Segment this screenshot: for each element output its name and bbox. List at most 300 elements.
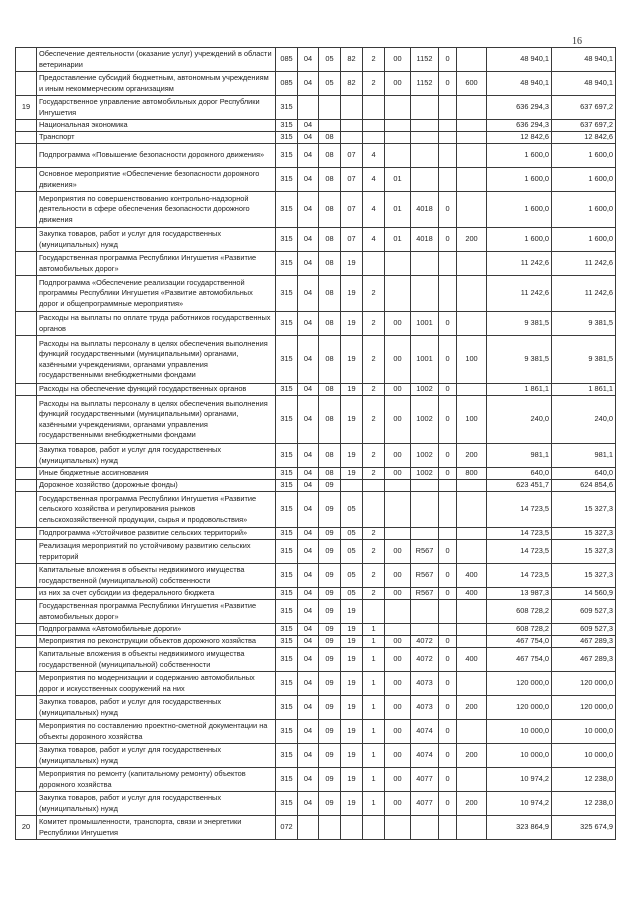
cell-code: 2	[363, 588, 385, 600]
table-row	[16, 480, 616, 492]
cell-code: 315	[276, 252, 298, 276]
cell-code: 315	[276, 540, 298, 564]
cell-code: 19	[341, 336, 363, 384]
cell-name: Основное мероприятие «Обеспечение безопасности дорожного движения»	[37, 168, 276, 192]
cell-code	[439, 144, 457, 168]
cell-sum-2: 467 289,3	[552, 648, 616, 672]
cell-code: 08	[319, 252, 341, 276]
cell-code: 0	[439, 72, 457, 96]
cell-code	[363, 96, 385, 120]
cell-code: 08	[319, 396, 341, 444]
cell-code: 2	[363, 48, 385, 72]
cell-code: 04	[298, 564, 319, 588]
page-number: 16	[572, 36, 582, 47]
cell-code	[385, 816, 411, 840]
table-row	[16, 396, 616, 444]
cell-code: 00	[385, 768, 411, 792]
cell-sum-1: 48 940,1	[487, 72, 552, 96]
cell-code	[457, 252, 487, 276]
cell-code: 00	[385, 792, 411, 816]
cell-code: 200	[457, 744, 487, 768]
cell-code: 04	[298, 624, 319, 636]
cell-code: 04	[298, 312, 319, 336]
cell-code: 00	[385, 312, 411, 336]
cell-code: 0	[439, 720, 457, 744]
cell-code: 05	[341, 564, 363, 588]
cell-sum-2: 1 600,0	[552, 192, 616, 228]
cell-name: Мероприятия по составлению проектно-сметной документации на объекты дорожного хозяйства	[37, 720, 276, 744]
table-row	[16, 564, 616, 588]
cell-sum-1: 10 000,0	[487, 720, 552, 744]
cell-sum-2: 12 238,0	[552, 768, 616, 792]
cell-code: 315	[276, 384, 298, 396]
cell-code: 19	[341, 648, 363, 672]
cell-code	[363, 816, 385, 840]
cell-code	[341, 132, 363, 144]
cell-code: 08	[319, 444, 341, 468]
cell-code: 19	[341, 252, 363, 276]
cell-row-number	[16, 492, 37, 528]
cell-code	[411, 480, 439, 492]
cell-code	[363, 120, 385, 132]
table-row	[16, 276, 616, 312]
cell-code: 1002	[411, 468, 439, 480]
cell-code: 315	[276, 468, 298, 480]
cell-sum-2: 10 000,0	[552, 720, 616, 744]
cell-name: Капитальные вложения в объекты недвижимого имущества государственной (муниципальной) собственности	[37, 648, 276, 672]
cell-code: 0	[439, 396, 457, 444]
cell-code	[363, 252, 385, 276]
cell-code	[457, 768, 487, 792]
cell-code	[439, 252, 457, 276]
cell-code: 04	[298, 492, 319, 528]
cell-sum-1: 640,0	[487, 468, 552, 480]
cell-code: 1152	[411, 48, 439, 72]
cell-row-number	[16, 588, 37, 600]
cell-code: 05	[319, 72, 341, 96]
table-row	[16, 444, 616, 468]
cell-code: 04	[298, 336, 319, 384]
cell-code: 04	[298, 396, 319, 444]
cell-name: из них за счет субсидии из федерального бюджета	[37, 588, 276, 600]
cell-sum-1: 12 842,6	[487, 132, 552, 144]
cell-code: 09	[319, 672, 341, 696]
cell-sum-1: 608 728,2	[487, 600, 552, 624]
cell-code: 04	[298, 672, 319, 696]
cell-sum-1: 636 294,3	[487, 96, 552, 120]
cell-sum-1: 120 000,0	[487, 696, 552, 720]
cell-code: 100	[457, 396, 487, 444]
cell-sum-1: 120 000,0	[487, 672, 552, 696]
cell-code	[411, 492, 439, 528]
cell-sum-1: 14 723,5	[487, 528, 552, 540]
cell-row-number	[16, 480, 37, 492]
cell-code: 2	[363, 276, 385, 312]
cell-sum-2: 1 600,0	[552, 168, 616, 192]
table-row	[16, 48, 616, 72]
cell-code: 00	[385, 636, 411, 648]
cell-code: 00	[385, 396, 411, 444]
cell-code: 09	[319, 492, 341, 528]
cell-sum-1: 467 754,0	[487, 648, 552, 672]
cell-name: Дорожное хозяйство (дорожные фонды)	[37, 480, 276, 492]
cell-sum-1: 11 242,6	[487, 252, 552, 276]
cell-code	[439, 120, 457, 132]
cell-code	[457, 192, 487, 228]
cell-code: 1001	[411, 312, 439, 336]
cell-code	[439, 600, 457, 624]
cell-code	[341, 96, 363, 120]
cell-code: 315	[276, 768, 298, 792]
cell-code: 00	[385, 720, 411, 744]
cell-code: 04	[298, 48, 319, 72]
cell-code: 04	[298, 636, 319, 648]
cell-code: 0	[439, 384, 457, 396]
table-row	[16, 672, 616, 696]
cell-code	[457, 480, 487, 492]
cell-code: 05	[319, 48, 341, 72]
cell-code: 0	[439, 540, 457, 564]
table-row	[16, 312, 616, 336]
cell-code: 19	[341, 672, 363, 696]
cell-sum-2: 10 000,0	[552, 744, 616, 768]
cell-sum-1: 1 600,0	[487, 168, 552, 192]
cell-code: 04	[298, 720, 319, 744]
cell-code: 1002	[411, 444, 439, 468]
cell-code: 00	[385, 444, 411, 468]
cell-code	[457, 48, 487, 72]
cell-row-number	[16, 336, 37, 384]
cell-code	[457, 540, 487, 564]
cell-code: 315	[276, 144, 298, 168]
cell-code: 05	[341, 588, 363, 600]
cell-code: 08	[319, 312, 341, 336]
cell-code: 315	[276, 600, 298, 624]
cell-row-number	[16, 696, 37, 720]
cell-code: 315	[276, 192, 298, 228]
cell-code	[439, 624, 457, 636]
cell-code: 0	[439, 768, 457, 792]
cell-row-number	[16, 144, 37, 168]
table-row	[16, 492, 616, 528]
cell-name: Реализация мероприятий по устойчивому развитию сельских территорий	[37, 540, 276, 564]
table-row	[16, 168, 616, 192]
cell-code: 00	[385, 564, 411, 588]
cell-sum-1: 240,0	[487, 396, 552, 444]
cell-row-number	[16, 720, 37, 744]
cell-row-number	[16, 228, 37, 252]
cell-code: 19	[341, 768, 363, 792]
cell-name: Национальная экономика	[37, 120, 276, 132]
cell-code: 82	[341, 72, 363, 96]
cell-code: 09	[319, 600, 341, 624]
table-row	[16, 384, 616, 396]
table-row	[16, 624, 616, 636]
cell-code: 04	[298, 444, 319, 468]
cell-name: Обеспечение деятельности (оказание услуг) учреждений в области ветеринарии	[37, 48, 276, 72]
cell-name: Предоставление субсидий бюджетным, автономным учреждениям и иным некоммерческим организациям	[37, 72, 276, 96]
cell-code: 19	[341, 720, 363, 744]
cell-row-number	[16, 528, 37, 540]
cell-code: 1	[363, 720, 385, 744]
cell-code: 4073	[411, 696, 439, 720]
cell-code: 04	[298, 228, 319, 252]
cell-code: 600	[457, 72, 487, 96]
cell-code: 05	[341, 540, 363, 564]
table-row	[16, 720, 616, 744]
cell-code	[439, 492, 457, 528]
cell-sum-2: 12 842,6	[552, 132, 616, 144]
cell-row-number	[16, 120, 37, 132]
cell-code: 315	[276, 624, 298, 636]
cell-code: 2	[363, 72, 385, 96]
cell-code: 04	[298, 252, 319, 276]
cell-name: Расходы на обеспечение функций государственных органов	[37, 384, 276, 396]
cell-code	[319, 96, 341, 120]
cell-sum-2: 640,0	[552, 468, 616, 480]
cell-code: 400	[457, 588, 487, 600]
cell-code: 315	[276, 336, 298, 384]
cell-code: 315	[276, 696, 298, 720]
cell-sum-2: 609 527,3	[552, 624, 616, 636]
cell-code: 0	[439, 744, 457, 768]
cell-code	[457, 528, 487, 540]
cell-code: 315	[276, 168, 298, 192]
cell-code: 315	[276, 744, 298, 768]
cell-name: Закупка товаров, работ и услуг для государственных (муниципальных) нужд	[37, 228, 276, 252]
cell-code: 19	[341, 276, 363, 312]
cell-code	[457, 168, 487, 192]
cell-code: 0	[439, 228, 457, 252]
table-row	[16, 336, 616, 384]
cell-code: 01	[385, 192, 411, 228]
cell-code: 08	[319, 192, 341, 228]
cell-sum-2: 11 242,6	[552, 252, 616, 276]
cell-sum-2: 14 560,9	[552, 588, 616, 600]
cell-sum-2: 1 861,1	[552, 384, 616, 396]
table-row	[16, 72, 616, 96]
cell-code: 00	[385, 72, 411, 96]
cell-code	[363, 480, 385, 492]
cell-sum-1: 1 600,0	[487, 144, 552, 168]
cell-code: 07	[341, 168, 363, 192]
cell-sum-2: 120 000,0	[552, 672, 616, 696]
cell-sum-1: 623 451,7	[487, 480, 552, 492]
cell-code	[411, 168, 439, 192]
cell-code: 00	[385, 48, 411, 72]
cell-code: 315	[276, 396, 298, 444]
cell-row-number	[16, 444, 37, 468]
cell-code: 08	[319, 336, 341, 384]
cell-code: R567	[411, 564, 439, 588]
cell-code	[457, 600, 487, 624]
table-row	[16, 792, 616, 816]
cell-code	[411, 624, 439, 636]
cell-code	[385, 252, 411, 276]
cell-code: 0	[439, 468, 457, 480]
cell-row-number	[16, 252, 37, 276]
cell-sum-2: 15 327,3	[552, 564, 616, 588]
cell-code: 04	[298, 384, 319, 396]
cell-code: 315	[276, 96, 298, 120]
cell-code: 19	[341, 792, 363, 816]
cell-sum-2: 120 000,0	[552, 696, 616, 720]
cell-code: 1	[363, 672, 385, 696]
cell-sum-2: 48 940,1	[552, 48, 616, 72]
cell-name: Капитальные вложения в объекты недвижимого имущества государственной (муниципальной) собственности	[37, 564, 276, 588]
cell-code: 07	[341, 228, 363, 252]
cell-code: 09	[319, 636, 341, 648]
cell-code: 315	[276, 792, 298, 816]
cell-code	[319, 816, 341, 840]
cell-code: 09	[319, 564, 341, 588]
cell-row-number	[16, 384, 37, 396]
cell-code: 19	[341, 384, 363, 396]
cell-code: 4073	[411, 672, 439, 696]
cell-sum-1: 11 242,6	[487, 276, 552, 312]
table-row	[16, 540, 616, 564]
table-row	[16, 528, 616, 540]
cell-code: 4074	[411, 744, 439, 768]
cell-code: 00	[385, 744, 411, 768]
cell-code: 04	[298, 768, 319, 792]
cell-code: 19	[341, 600, 363, 624]
cell-name: Транспорт	[37, 132, 276, 144]
cell-code: 1152	[411, 72, 439, 96]
cell-code	[457, 636, 487, 648]
cell-name: Расходы на выплаты персоналу в целях обеспечения выполнения функций государственными (муниципальными) органами, казёнными учреждениями, органами управления государственными внебюджетными фондами	[37, 336, 276, 384]
cell-code: 04	[298, 696, 319, 720]
cell-sum-2: 48 940,1	[552, 72, 616, 96]
cell-name: Подпрограмма «Автомобильные дороги»	[37, 624, 276, 636]
table-row	[16, 636, 616, 648]
cell-name: Закупка товаров, работ и услуг для государственных (муниципальных) нужд	[37, 792, 276, 816]
cell-code: 315	[276, 132, 298, 144]
cell-code: 315	[276, 444, 298, 468]
cell-row-number: 19	[16, 96, 37, 120]
table-row	[16, 696, 616, 720]
cell-code: 09	[319, 588, 341, 600]
cell-code	[411, 132, 439, 144]
cell-code: 1002	[411, 396, 439, 444]
cell-code: 315	[276, 276, 298, 312]
cell-code: 0	[439, 444, 457, 468]
cell-code	[411, 252, 439, 276]
cell-code: 09	[319, 648, 341, 672]
cell-code: 4077	[411, 768, 439, 792]
cell-row-number	[16, 636, 37, 648]
cell-code: 2	[363, 540, 385, 564]
cell-code: 0	[439, 636, 457, 648]
cell-sum-1: 13 987,3	[487, 588, 552, 600]
table-row	[16, 648, 616, 672]
budget-table	[15, 47, 616, 840]
cell-code	[385, 120, 411, 132]
cell-code: 00	[385, 468, 411, 480]
cell-code: 05	[341, 492, 363, 528]
cell-sum-2: 240,0	[552, 396, 616, 444]
cell-sum-2: 609 527,3	[552, 600, 616, 624]
cell-code	[411, 600, 439, 624]
cell-code: 315	[276, 720, 298, 744]
cell-code: 2	[363, 396, 385, 444]
cell-row-number	[16, 648, 37, 672]
cell-code: 800	[457, 468, 487, 480]
cell-code: 315	[276, 312, 298, 336]
cell-code: 2	[363, 312, 385, 336]
cell-code: 09	[319, 720, 341, 744]
cell-code: 19	[341, 696, 363, 720]
cell-code	[457, 816, 487, 840]
cell-sum-2: 9 381,5	[552, 312, 616, 336]
cell-code: 315	[276, 588, 298, 600]
cell-name: Иные бюджетные ассигнования	[37, 468, 276, 480]
cell-sum-1: 981,1	[487, 444, 552, 468]
cell-code: 04	[298, 168, 319, 192]
cell-name: Подпрограмма «Повышение безопасности дорожного движения»	[37, 144, 276, 168]
cell-sum-1: 1 861,1	[487, 384, 552, 396]
cell-code	[439, 480, 457, 492]
cell-code	[385, 600, 411, 624]
cell-code	[385, 480, 411, 492]
cell-code: 04	[298, 744, 319, 768]
cell-code: 1	[363, 744, 385, 768]
cell-code: 200	[457, 792, 487, 816]
cell-row-number	[16, 168, 37, 192]
cell-code	[457, 120, 487, 132]
cell-code	[411, 120, 439, 132]
cell-code: 400	[457, 648, 487, 672]
cell-code: 0	[439, 336, 457, 384]
cell-row-number	[16, 276, 37, 312]
cell-code: 1	[363, 696, 385, 720]
cell-code	[439, 528, 457, 540]
cell-code: 200	[457, 444, 487, 468]
cell-code: 1	[363, 648, 385, 672]
cell-sum-1: 467 754,0	[487, 636, 552, 648]
cell-code: 00	[385, 648, 411, 672]
cell-code: 4	[363, 192, 385, 228]
cell-code	[385, 492, 411, 528]
cell-code: 08	[319, 168, 341, 192]
cell-name: Государственная программа Республики Ингушетия «Развитие автомобильных дорог»	[37, 600, 276, 624]
cell-code: 4018	[411, 228, 439, 252]
cell-code: 00	[385, 540, 411, 564]
cell-code: 00	[385, 672, 411, 696]
cell-sum-2: 325 674,9	[552, 816, 616, 840]
cell-code	[319, 120, 341, 132]
table-row	[16, 252, 616, 276]
cell-sum-1: 9 381,5	[487, 312, 552, 336]
cell-name: Расходы на выплаты персоналу в целях обеспечения выполнения функций государственными (муниципальными) органами, казёнными учреждениями, органами управления государственными внебюджетными фондами	[37, 396, 276, 444]
cell-code: 08	[319, 132, 341, 144]
cell-code	[439, 276, 457, 312]
cell-code: 2	[363, 444, 385, 468]
cell-row-number	[16, 312, 37, 336]
cell-code: 08	[319, 276, 341, 312]
cell-row-number	[16, 396, 37, 444]
cell-sum-1: 10 000,0	[487, 744, 552, 768]
cell-sum-1: 48 940,1	[487, 48, 552, 72]
cell-name: Мероприятия по реконструкции объектов дорожного хозяйства	[37, 636, 276, 648]
table-row	[16, 192, 616, 228]
cell-code: 315	[276, 492, 298, 528]
cell-code: 00	[385, 336, 411, 384]
cell-name: Закупка товаров, работ и услуг для государственных (муниципальных) нужд	[37, 444, 276, 468]
cell-code: 01	[385, 228, 411, 252]
cell-code: 19	[341, 444, 363, 468]
cell-code: 2	[363, 384, 385, 396]
